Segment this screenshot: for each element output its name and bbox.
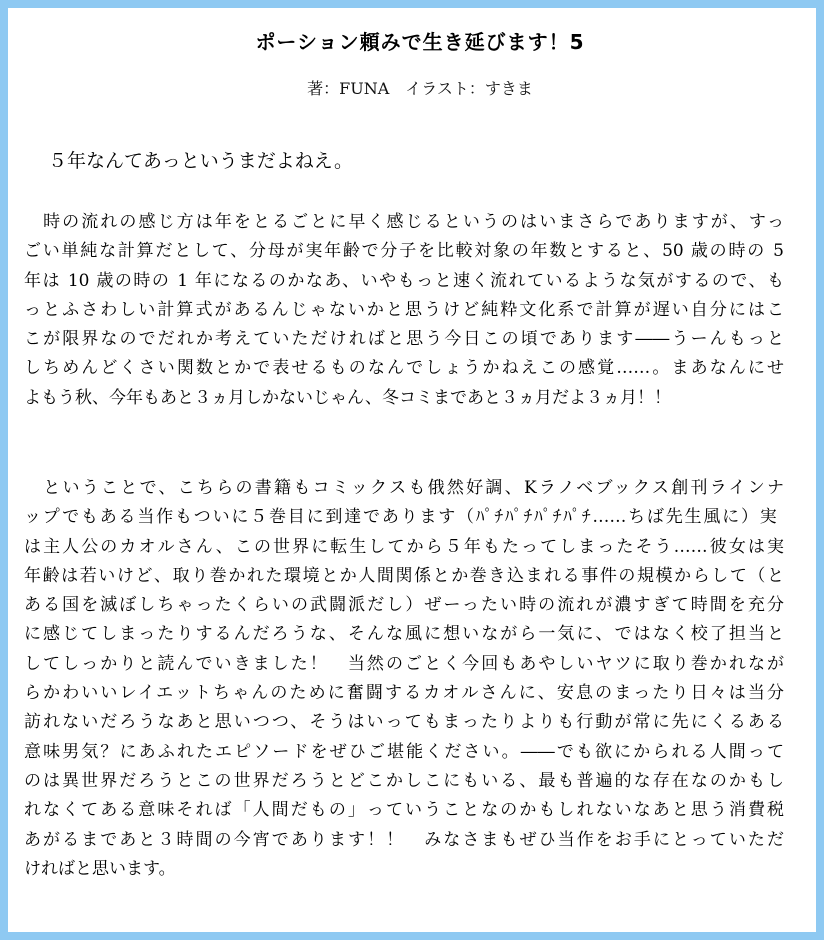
lead-sentence: ５年なんてあっというまだよねえ。 <box>48 150 353 172</box>
paragraph-line: っとふさわしい計算式があるんじゃないかと思うけど純粋文化系で計算が遅い自分にはこ <box>24 299 784 320</box>
paragraph-line: に感じてしまったりするんだろうな、そんな風に想いながら一気に、ではなく校了担当と <box>24 624 784 645</box>
paragraph-line: 意味男気？にあふれたエピソードをぜひご堪能ください。――でも欲にかられる人間って <box>24 741 784 762</box>
paragraph-line: してしっかりと読んでいきました！ 当然のごとく今回もあやしいヤツに取り巻かれなが <box>24 653 784 674</box>
paragraph-line: ップでもある当作もついに５巻目に到達であります（ﾊﾟﾁﾊﾟﾁﾊﾟﾁﾊﾟﾁ……ちば先生風に）実 <box>24 507 779 528</box>
paragraph-line: 年は 10 歳の時の 1 年になるのかなあ、いやもっと速く流れているような気がするので、も <box>24 270 784 291</box>
paragraph-line: よもう秋、今年もあと３ヵ月しかないじゃん、冬コミまであと３ヵ月だよ３ヵ月！！ <box>24 387 672 408</box>
paragraph-line: こが限界なのでだれか考えていただければと思う今日この頃であります――うーんもっと <box>24 329 784 350</box>
paragraph-line: 訪れないだろうなあと思いつつ、そうはいってもまったりよりも行動が常に先にくるある <box>24 712 784 733</box>
paragraph-line: あがるまであと３時間の今宵であります！！ みなさまもぜひ当作をお手にとっていただ <box>24 829 784 850</box>
paragraph-1 <box>24 208 784 413</box>
byline: 著：FUNA イラスト：すきま <box>307 79 533 98</box>
paragraph-line: しちめんどくさい関数とかで表せるものなんでしょうかねえこの感覚……。まあなんにせ <box>24 358 784 379</box>
paragraph-line: ということで、こちらの書籍もコミックスも俄然好調、Kラノベブックス創刊ラインナ <box>24 478 784 498</box>
paragraph-line: ければと思います。 <box>24 858 176 879</box>
article-title: ポーション頼みで生き延びます！5 <box>255 30 585 54</box>
paragraph-2 <box>24 474 784 884</box>
paragraph-line: れなくてある意味それば「人間だもの」っていうことなのかもしれないなあと思う消費税 <box>24 800 784 821</box>
paragraph-line: のは異世界だろうとこの世界だろうとどこかしこにもいる、最も普遍的な存在なのかもし <box>24 770 784 791</box>
paragraph-line: ごい単純な計算だとして、分母が実年齢で分子を比較対象の年数とすると、50 歳の時の 5 <box>24 241 784 262</box>
paragraph-line: は主人公のカオルさん、この世界に転生してから５年もたってしまったそう……彼女は実 <box>24 536 784 557</box>
paragraph-line: ある国を滅ぼしちゃったくらいの武闘派だし）ぜーったい時の流れが濃すぎて時間を充分 <box>24 595 784 616</box>
paragraph-line: 年齢は若いけど、取り巻かれた環境とか人間関係とか巻き込まれる事件の規模からして（と <box>24 565 784 586</box>
paragraph-line: らかわいいレイエットちゃんのために奮闘するカオルさんに、安息のまったり日々は当分 <box>24 683 784 704</box>
paragraph-line: 時の流れの感じ方は年をとるごとに早く感じるというのはいまさらでありますが、すっ <box>24 212 784 232</box>
